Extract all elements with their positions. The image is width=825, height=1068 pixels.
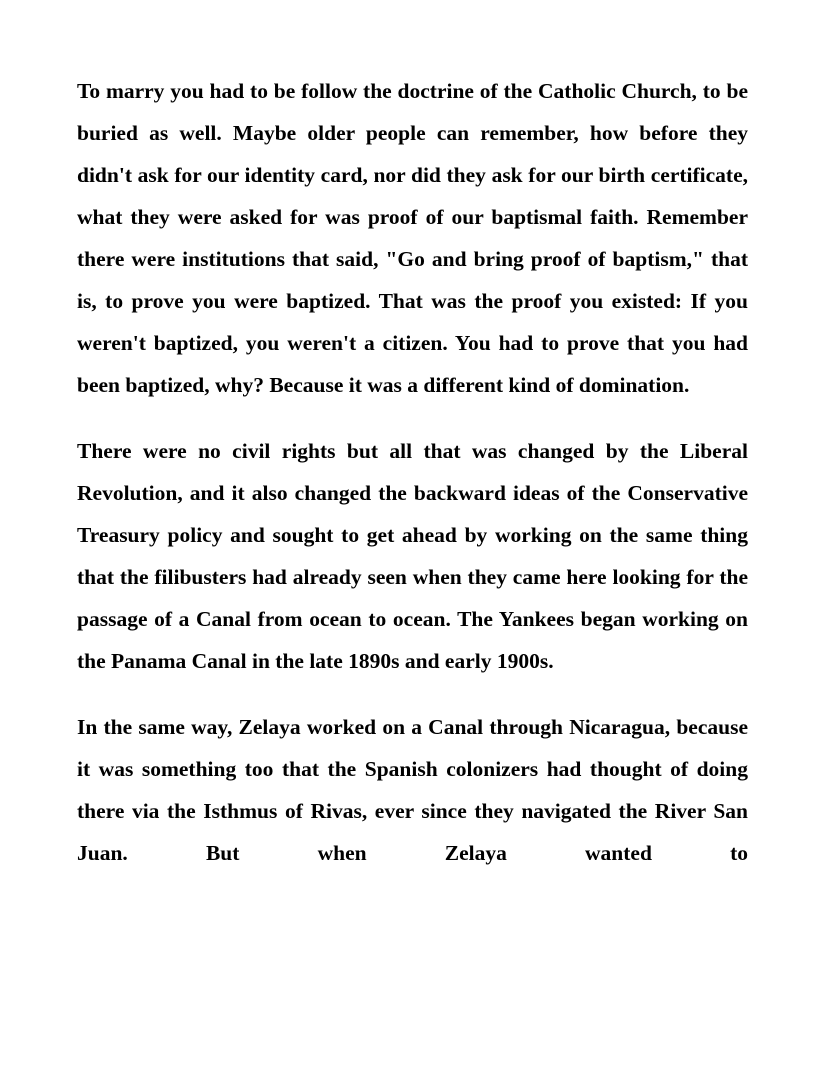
text-column [77, 70, 748, 874]
paragraph-baptism: To marry you had to be follow the doctrine of the Catholic Church, to be buried as well. Maybe older people can remember, how before they didn't ask for our identity card, nor did they ask for our birth certificate, what they were asked for was proof of our baptismal faith. Remember there were institutions that said, "Go and bring proof of baptism," that is, to prove you were baptized. That was the proof you existed: If you weren't baptized, you weren't a citizen. You had to prove that you had been baptized, why? Because it was a different kind of domination. [77, 79, 748, 397]
paragraph-zelaya-canal: In the same way, Zelaya worked on a Canal through Nicaragua, because it was something too that the Spanish colonizers had thought of doing there via the Isthmus of Rivas, ever since they navigated the River San Juan. But when Zelaya wanted to [77, 715, 748, 865]
paragraph-liberal-revolution: There were no civil rights but all that was changed by the Liberal Revolution, and it also changed the backward ideas of the Conservative Treasury policy and sought to get ahead by working on the same thing that the filibusters had already seen when they came here looking for the passage of a Canal from ocean to ocean. The Yankees began working on the Panama Canal in the late 1890s and early 1900s. [77, 439, 748, 673]
